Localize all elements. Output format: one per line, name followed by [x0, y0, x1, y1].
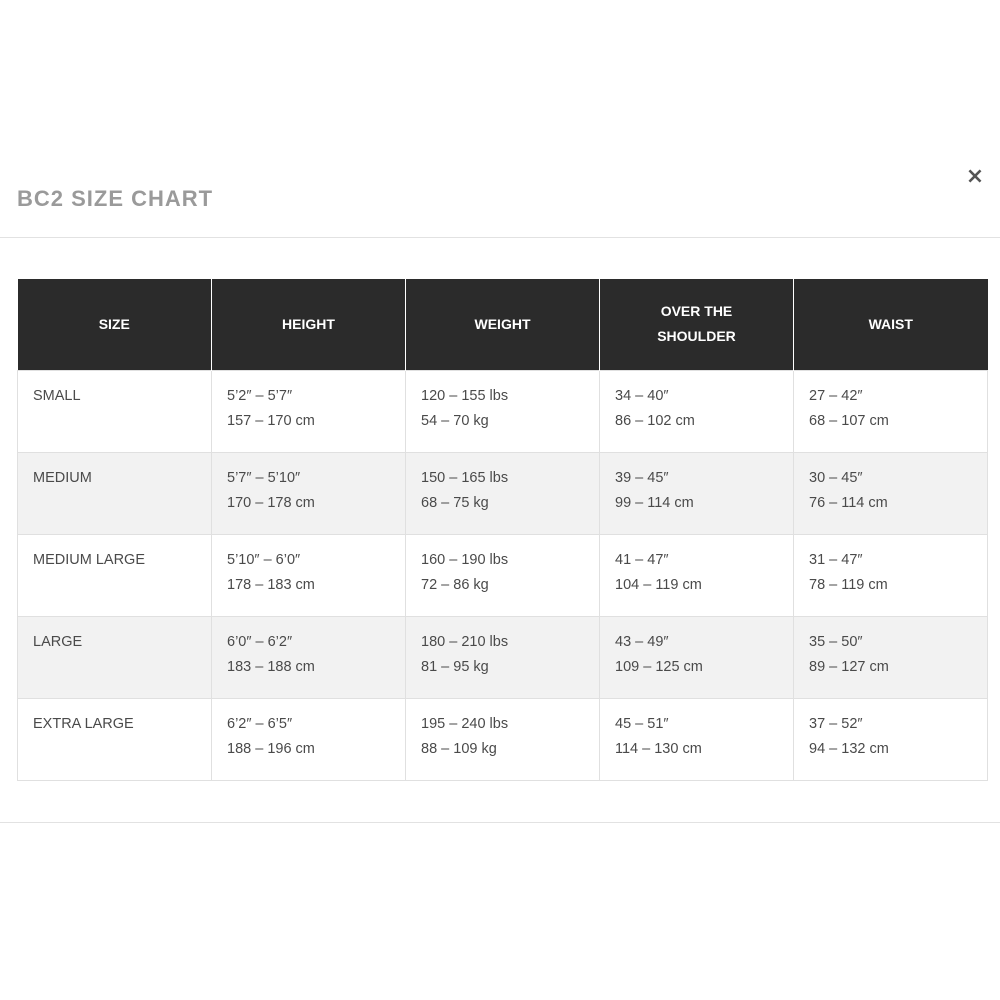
- height-cell: [212, 534, 406, 616]
- waist-imperial: 27 – 42″: [809, 387, 863, 404]
- size-cell: [18, 370, 212, 452]
- column-header-weight: WEIGHT: [406, 279, 600, 370]
- height-imperial: 6’2″ – 6’5″: [227, 715, 293, 732]
- waist-cell: [794, 452, 988, 534]
- weight-imperial: 150 – 165 lbs: [421, 469, 509, 486]
- size-label: SMALL: [33, 387, 81, 404]
- height-imperial: 5’7″ – 5’10″: [227, 469, 301, 486]
- height-cell: [212, 452, 406, 534]
- height-metric: 170 – 178 cm: [227, 494, 315, 511]
- shoulder-cell: [600, 698, 794, 780]
- weight-metric: 81 – 95 kg: [421, 658, 489, 675]
- table-row: [18, 616, 988, 698]
- table-row: [18, 370, 988, 452]
- height-metric: 188 – 196 cm: [227, 740, 315, 757]
- weight-cell: [406, 534, 600, 616]
- waist-metric: 89 – 127 cm: [809, 658, 889, 675]
- shoulder-cell: [600, 370, 794, 452]
- size-label: EXTRA LARGE: [33, 715, 134, 732]
- weight-metric: 72 – 86 kg: [421, 576, 489, 593]
- shoulder-metric: 86 – 102 cm: [615, 412, 695, 429]
- shoulder-imperial: 43 – 49″: [615, 633, 669, 650]
- modal-title: BC2 SIZE CHART: [17, 186, 214, 211]
- table-row: [18, 698, 988, 780]
- modal-body: [17, 279, 987, 781]
- weight-metric: 54 – 70 kg: [421, 412, 489, 429]
- modal-footer-divider: [0, 822, 1000, 823]
- waist-metric: 68 – 107 cm: [809, 412, 889, 429]
- shoulder-metric: 109 – 125 cm: [615, 658, 703, 675]
- height-imperial: 6’0″ – 6’2″: [227, 633, 293, 650]
- shoulder-imperial: 39 – 45″: [615, 469, 669, 486]
- weight-imperial: 180 – 210 lbs: [421, 633, 509, 650]
- size-chart-modal: [0, 160, 1000, 823]
- table-row: [18, 534, 988, 616]
- shoulder-imperial: 34 – 40″: [615, 387, 669, 404]
- waist-cell: [794, 616, 988, 698]
- waist-cell: [794, 534, 988, 616]
- shoulder-metric: 99 – 114 cm: [615, 494, 694, 511]
- close-button[interactable]: [964, 164, 986, 190]
- weight-cell: [406, 616, 600, 698]
- height-imperial: 5’10″ – 6’0″: [227, 551, 301, 568]
- size-cell: [18, 534, 212, 616]
- shoulder-cell: [600, 452, 794, 534]
- waist-metric: 94 – 132 cm: [809, 740, 889, 757]
- weight-cell: [406, 370, 600, 452]
- shoulder-cell: [600, 534, 794, 616]
- weight-cell: [406, 452, 600, 534]
- shoulder-metric: 104 – 119 cm: [615, 576, 702, 593]
- waist-imperial: 31 – 47″: [809, 551, 863, 568]
- height-metric: 178 – 183 cm: [227, 576, 315, 593]
- height-cell: [212, 698, 406, 780]
- size-cell: [18, 616, 212, 698]
- shoulder-cell: [600, 616, 794, 698]
- size-label: MEDIUM LARGE: [33, 551, 145, 568]
- size-label: MEDIUM: [33, 469, 92, 486]
- weight-cell: [406, 698, 600, 780]
- weight-imperial: 160 – 190 lbs: [421, 551, 509, 568]
- waist-cell: [794, 370, 988, 452]
- waist-metric: 76 – 114 cm: [809, 494, 888, 511]
- column-header-waist: WAIST: [794, 279, 988, 370]
- height-metric: 157 – 170 cm: [227, 412, 315, 429]
- size-cell: [18, 452, 212, 534]
- weight-imperial: 120 – 155 lbs: [421, 387, 509, 404]
- column-header-size: SIZE: [18, 279, 212, 370]
- waist-imperial: 37 – 52″: [809, 715, 863, 732]
- table-header-row: [18, 279, 988, 370]
- column-header-over-the-shoulder: OVER THE SHOULDER: [600, 279, 794, 370]
- waist-metric: 78 – 119 cm: [809, 576, 888, 593]
- size-label: LARGE: [33, 633, 83, 650]
- column-header-height: HEIGHT: [212, 279, 406, 370]
- modal-header: [0, 160, 1000, 238]
- shoulder-imperial: 45 – 51″: [615, 715, 669, 732]
- table-row: [18, 452, 988, 534]
- height-cell: [212, 370, 406, 452]
- weight-metric: 68 – 75 kg: [421, 494, 489, 511]
- height-imperial: 5’2″ – 5’7″: [227, 387, 293, 404]
- waist-imperial: 30 – 45″: [809, 469, 863, 486]
- height-cell: [212, 616, 406, 698]
- weight-imperial: 195 – 240 lbs: [421, 715, 509, 732]
- waist-cell: [794, 698, 988, 780]
- shoulder-imperial: 41 – 47″: [615, 551, 669, 568]
- close-icon: ×: [965, 164, 985, 189]
- height-metric: 183 – 188 cm: [227, 658, 315, 675]
- waist-imperial: 35 – 50″: [809, 633, 863, 650]
- shoulder-metric: 114 – 130 cm: [615, 740, 702, 757]
- weight-metric: 88 – 109 kg: [421, 740, 497, 757]
- size-cell: [18, 698, 212, 780]
- size-chart-table: [17, 279, 988, 781]
